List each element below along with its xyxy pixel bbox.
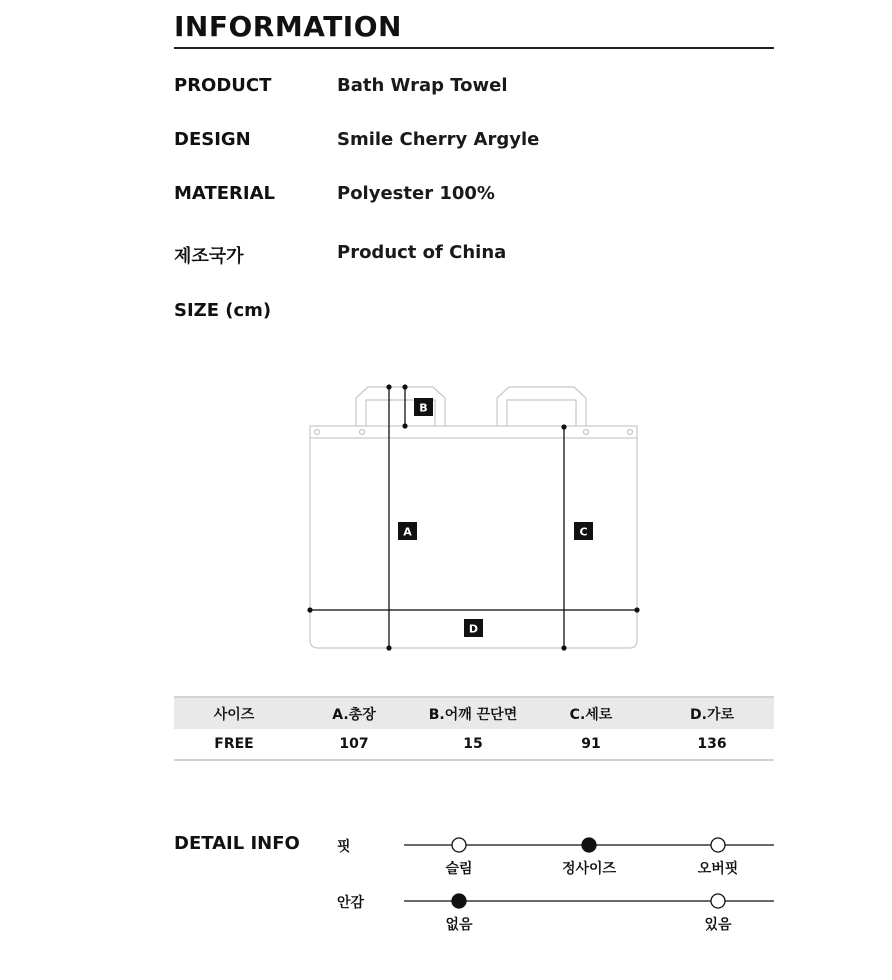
lining-option-none-dot	[452, 894, 466, 908]
origin-label: 제조국가	[174, 246, 244, 267]
origin-value: Product of China	[337, 242, 507, 263]
product-value: Bath Wrap Towel	[337, 75, 508, 96]
fit-option-regular: 정사이즈	[561, 861, 617, 877]
lining-scale-label: 안감	[337, 895, 365, 911]
material-label: MATERIAL	[174, 183, 275, 204]
header-height: C.세로	[532, 697, 650, 729]
cell-width: 136	[650, 729, 774, 760]
cell-size: FREE	[174, 729, 294, 760]
svg-text:B: B	[419, 401, 428, 415]
fit-option-slim: 슬림	[445, 861, 473, 877]
header-width: D.가로	[650, 697, 774, 729]
cell-total-length: 107	[294, 729, 414, 760]
info-title: INFORMATION	[174, 10, 402, 43]
lining-option-yes: 있음	[704, 917, 732, 933]
svg-text:C: C	[579, 525, 588, 539]
design-label: DESIGN	[174, 129, 251, 150]
header-total-length: A.총장	[294, 697, 414, 729]
fit-scale-label: 핏	[337, 839, 351, 855]
header-size: 사이즈	[174, 697, 294, 729]
size-label: SIZE (cm)	[174, 300, 272, 321]
material-value: Polyester 100%	[337, 183, 495, 204]
fit-option-over: 오버핏	[697, 861, 739, 877]
product-label: PRODUCT	[174, 75, 272, 96]
svg-text:A: A	[403, 525, 412, 539]
lining-option-yes-dot	[711, 894, 725, 908]
svg-text:D: D	[468, 622, 479, 636]
header-strap-width: B.어깨 끈단면	[414, 697, 532, 729]
fit-option-regular-dot	[582, 838, 596, 852]
design-value: Smile Cherry Argyle	[337, 129, 540, 150]
cell-strap-width: 15	[414, 729, 532, 760]
lining-option-none: 없음	[445, 917, 473, 933]
fit-option-over-dot	[711, 838, 725, 852]
fit-option-slim-dot	[452, 838, 466, 852]
detail-info-title: DETAIL INFO	[174, 833, 300, 854]
cell-height: 91	[532, 729, 650, 760]
